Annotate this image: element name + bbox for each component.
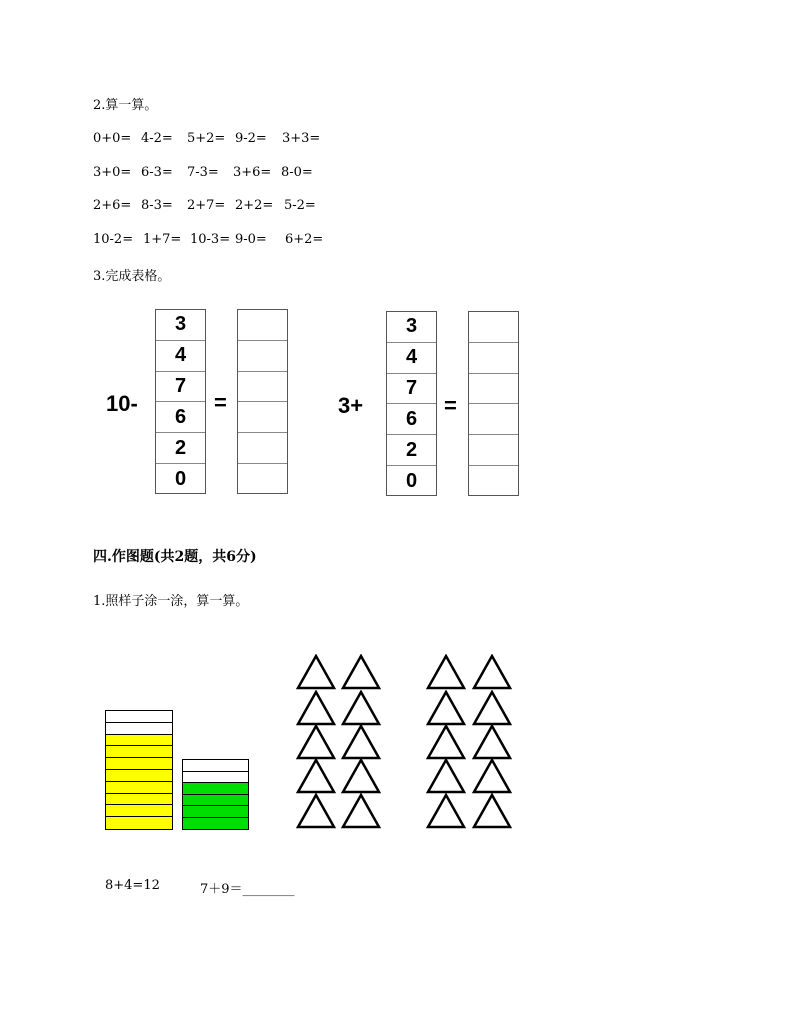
part4-q1: 1.照样子涂一涂，算一算。: [93, 594, 249, 609]
answer-cell: [238, 341, 287, 372]
colored-segment: [183, 818, 248, 830]
triangle-icon: [472, 724, 512, 760]
calc-item: 9-0=: [235, 232, 267, 247]
calc-item: 4-2=: [141, 131, 173, 146]
left-number-column: [155, 309, 206, 494]
number-cell: 2: [156, 433, 205, 464]
calc-item: 3+3=: [282, 131, 321, 146]
section2-title: 2.算一算。: [93, 98, 158, 113]
colored-segment: [106, 735, 172, 747]
number-cell: 6: [387, 404, 436, 435]
yellow-bar-example: [105, 710, 173, 830]
colored-segment: [106, 746, 172, 758]
triangle-icon: [296, 654, 336, 690]
left-equals: =: [214, 390, 227, 415]
answer-cell: [238, 310, 287, 341]
calc-item: 5+2=: [187, 131, 226, 146]
calc-item: 3+6=: [233, 165, 272, 180]
answer-cell: [469, 404, 518, 435]
colored-segment: [106, 758, 172, 770]
right-prefix: 3+: [338, 393, 364, 418]
colored-segment: [106, 817, 172, 829]
left-prefix: 10-: [106, 391, 138, 416]
answer-cell: [238, 372, 287, 403]
part4-heading: 四.作图题(共2题，共6分): [93, 549, 257, 565]
triangle-icon: [296, 724, 336, 760]
calc-item: 2+6=: [93, 198, 132, 213]
number-cell: 0: [405, 470, 418, 493]
number-cell: 3: [156, 310, 205, 341]
calc-item: 8-0=: [281, 165, 313, 180]
calc-item: 6+2=: [285, 232, 324, 247]
colored-segment: [183, 795, 248, 807]
number-cell: 3: [387, 312, 436, 343]
triangle-icon: [341, 793, 381, 829]
empty-segment: [106, 711, 172, 723]
triangle-icon: [426, 793, 466, 829]
answer-cell: [238, 433, 287, 464]
triangle-icon: [426, 690, 466, 726]
triangle-icon: [341, 654, 381, 690]
number-cell: 6: [156, 402, 205, 433]
empty-segment: [183, 772, 248, 784]
triangle-icon: [341, 724, 381, 760]
calc-item: 7-3=: [187, 165, 219, 180]
triangle-icon: [341, 758, 381, 794]
example-equation: 8+4=12: [105, 878, 160, 893]
calc-item: 2+7=: [187, 198, 226, 213]
answer-cell: [469, 466, 518, 497]
colored-segment: [106, 794, 172, 806]
colored-segment: [106, 805, 172, 817]
left-answer-column: [237, 309, 288, 494]
right-equals: =: [444, 393, 457, 418]
number-cell: 2: [387, 435, 436, 466]
calc-item: 6-3=: [141, 165, 173, 180]
calc-item: 10-2=: [93, 232, 134, 247]
number-cell: 7: [387, 374, 436, 405]
answer-cell: [469, 374, 518, 405]
calc-item: 3+0=: [93, 165, 132, 180]
number-cell: 4: [387, 343, 436, 374]
calc-item: 2+2=: [235, 198, 274, 213]
colored-segment: [183, 806, 248, 818]
number-cell: 0: [174, 468, 187, 491]
triangle-icon: [426, 654, 466, 690]
question-equation: 7＋9＝________: [200, 882, 295, 897]
number-cell: 7: [156, 372, 205, 403]
triangle-icon: [472, 654, 512, 690]
answer-cell: [238, 464, 287, 495]
empty-segment: [106, 723, 172, 735]
colored-segment: [106, 770, 172, 782]
triangle-icon: [296, 793, 336, 829]
calc-item: 10-3=: [190, 232, 231, 247]
empty-segment: [183, 760, 248, 772]
right-number-column: [386, 311, 437, 496]
section3-title: 3.完成表格。: [93, 269, 171, 284]
calc-item: 0+0=: [93, 131, 132, 146]
triangle-icon: [296, 758, 336, 794]
number-cell: 4: [156, 341, 205, 372]
calc-item: 1+7=: [143, 232, 182, 247]
calc-item: 5-2=: [284, 198, 316, 213]
triangle-icon: [341, 690, 381, 726]
triangle-icon: [296, 690, 336, 726]
colored-segment: [106, 782, 172, 794]
triangle-icon: [472, 690, 512, 726]
answer-cell: [469, 343, 518, 374]
answer-cell: [469, 312, 518, 343]
green-bar-example: [182, 759, 249, 830]
triangle-icon: [472, 793, 512, 829]
calc-item: 8-3=: [141, 198, 173, 213]
calc-item: 9-2=: [235, 131, 267, 146]
triangle-icon: [472, 758, 512, 794]
triangle-icon: [426, 758, 466, 794]
answer-cell: [469, 435, 518, 466]
answer-cell: [238, 402, 287, 433]
colored-segment: [183, 783, 248, 795]
triangle-icon: [426, 724, 466, 760]
right-answer-column: [468, 311, 519, 496]
